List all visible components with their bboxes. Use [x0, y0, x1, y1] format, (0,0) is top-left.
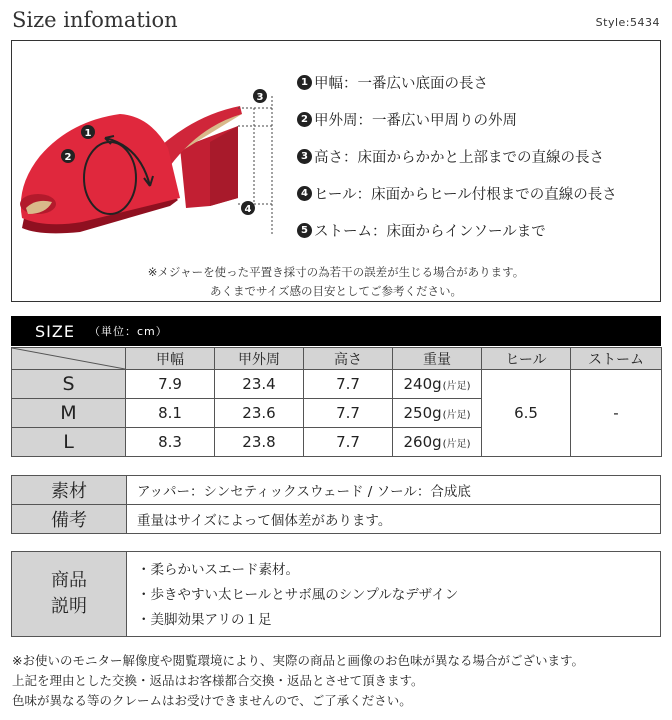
marker-3 [253, 89, 267, 103]
number-badge: 3 [297, 149, 312, 164]
material-remarks-table [11, 475, 661, 534]
dimension-text: ストーム：床面からインソールまで [314, 224, 546, 240]
weight-value: 240g [403, 375, 442, 393]
list-item: ・美脚効果アリの１足 [137, 612, 272, 628]
remarks-label: 備考 [12, 505, 127, 533]
measurement-note [0, 263, 672, 301]
column-header: 甲幅 [126, 348, 215, 370]
girth-cell: 23.4 [215, 370, 304, 399]
heel-cell: 6.5 [482, 370, 571, 457]
page-title: Size infomation [12, 8, 178, 32]
style-code: Style:5434 [595, 16, 660, 29]
size-label: S [12, 370, 126, 399]
footer-line1: ※お使いのモニター解像度や閲覧環境により、実際の商品と画像のお色味が異なる場合がございます。 [12, 653, 584, 668]
marker-1 [81, 125, 95, 139]
dimension-text: ヒール：床面からヒール付根までの直線の長さ [314, 187, 617, 203]
size-section-header [11, 316, 661, 346]
width-cell: 8.1 [126, 399, 215, 428]
number-badge: 1 [297, 75, 312, 90]
size-table [11, 347, 662, 457]
footer-line3: 色味が異なる等のクレームはお受けできませんので、ご了承ください。 [12, 693, 412, 708]
column-header: 甲外周 [215, 348, 304, 370]
svg-text:1: 1 [84, 128, 92, 139]
dimension-text: 甲外周：一番広い甲周りの外周 [314, 113, 517, 129]
column-header: ストーム [571, 348, 662, 370]
number-badge: 4 [297, 186, 312, 201]
girth-cell: 23.8 [215, 428, 304, 457]
remarks-row [11, 505, 661, 534]
girth-cell: 23.6 [215, 399, 304, 428]
column-header: 重量 [393, 348, 482, 370]
weight-value: 260g [403, 433, 442, 451]
footer-notice [12, 651, 662, 711]
height-cell: 7.7 [304, 428, 393, 457]
shoe-illustration [10, 86, 280, 256]
weight-cell [393, 428, 482, 457]
dimension-item [297, 64, 667, 101]
marker-4 [241, 201, 255, 215]
dimension-item [297, 175, 667, 212]
number-badge: 2 [297, 112, 312, 127]
marker-2 [61, 149, 75, 163]
material-label: 素材 [12, 476, 127, 504]
measurement-note-line1: ※メジャーを使った平置き採寸の為若干の誤差が生じる場合があります。 [147, 265, 525, 279]
material-value: アッパー：シンセティックスウェード / ソール：合成底 [137, 484, 471, 500]
weight-value: 250g [403, 404, 442, 422]
footer-line2: 上記を理由とした交換・返品はお客様都合交換・返品とさせて頂きます。 [12, 673, 424, 688]
svg-text:2: 2 [64, 152, 72, 163]
material-row [11, 475, 661, 505]
weight-cell [393, 399, 482, 428]
size-table-header-row [12, 348, 662, 370]
storm-cell: - [571, 370, 662, 457]
svg-text:3: 3 [256, 92, 264, 103]
dimension-item [297, 101, 667, 138]
dimension-definitions [297, 64, 667, 249]
weight-note: (片足) [442, 410, 471, 421]
dimension-item [297, 138, 667, 175]
dimension-text: 甲幅：一番広い底面の長さ [314, 76, 488, 92]
size-heading: SIZE [35, 321, 75, 341]
corner-cell [12, 348, 126, 370]
weight-cell [393, 370, 482, 399]
number-badge: 5 [297, 223, 312, 238]
height-cell: 7.7 [304, 370, 393, 399]
size-label: M [12, 399, 126, 428]
svg-text:4: 4 [244, 204, 252, 215]
width-cell: 7.9 [126, 370, 215, 399]
product-description [11, 551, 661, 637]
dimension-text: 高さ：床面からかかと上部までの直線の長さ [314, 150, 604, 166]
size-label: L [12, 428, 126, 457]
list-item: ・柔らかいスエード素材。 [137, 562, 299, 578]
width-cell: 8.3 [126, 428, 215, 457]
column-header: 高さ [304, 348, 393, 370]
description-label-line1: 商品 [51, 570, 87, 591]
height-cell: 7.7 [304, 399, 393, 428]
measurement-note-line2: あくまでサイズ感の目安としてご参考ください。 [209, 284, 463, 298]
description-label-line2: 説明 [51, 596, 87, 617]
remarks-value: 重量はサイズによって個体差があります。 [137, 513, 392, 529]
description-label [12, 552, 127, 636]
list-item: ・歩きやすい太ヒールとサボ風のシンプルなデザイン [137, 587, 459, 603]
weight-note: (片足) [442, 439, 471, 450]
column-header: ヒール [482, 348, 571, 370]
weight-note: (片足) [442, 381, 471, 392]
dimension-item [297, 212, 667, 249]
table-row [12, 370, 662, 399]
size-unit: （単位：cm） [88, 325, 168, 338]
description-list [127, 552, 660, 636]
